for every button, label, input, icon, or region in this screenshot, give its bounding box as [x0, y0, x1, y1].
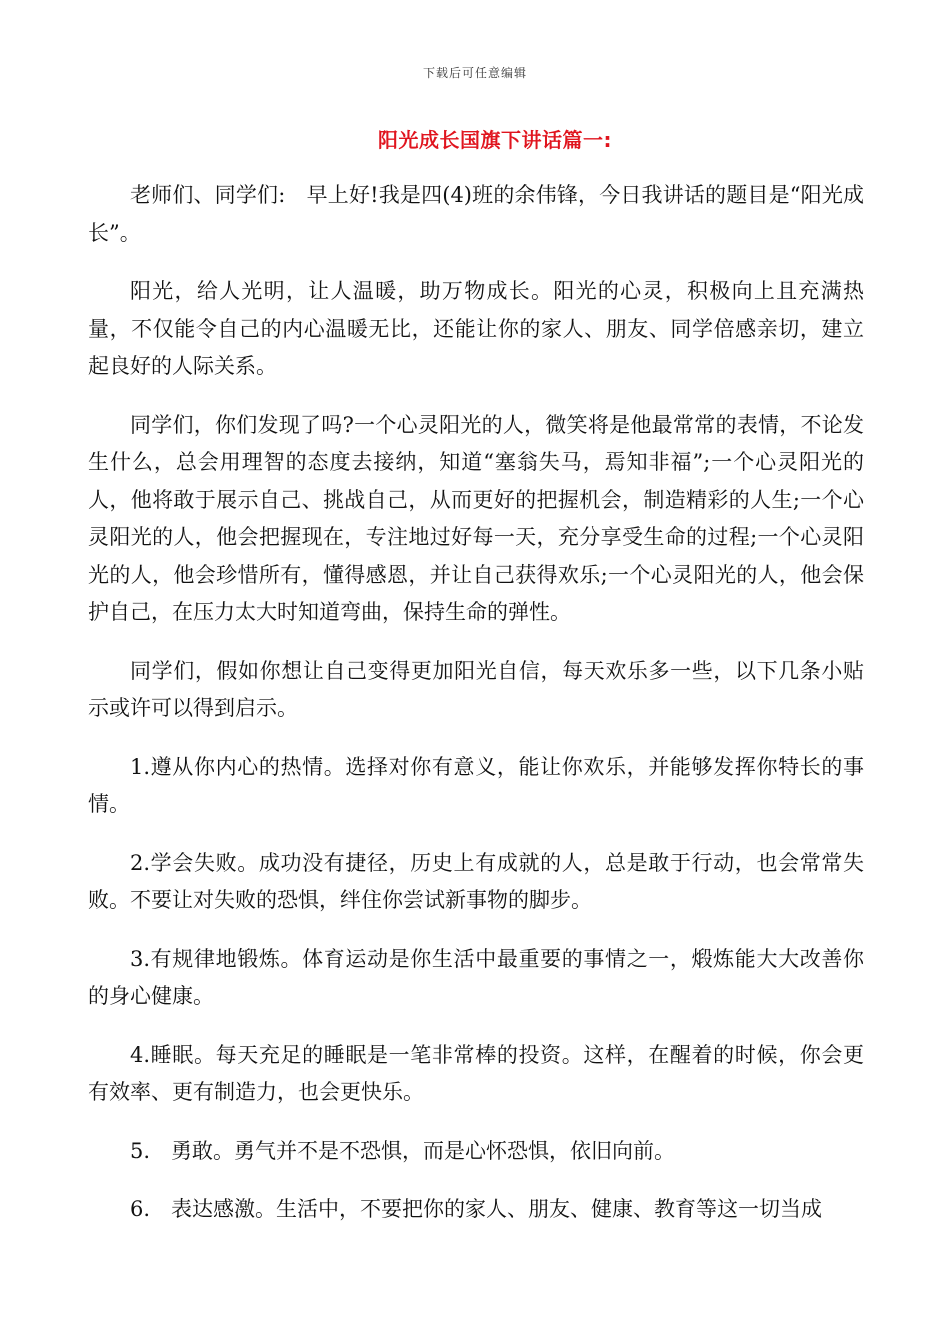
paragraph-sunshine: 阳光，给人光明，让人温暖，助万物成长。阳光的心灵，积极向上且充满热量，不仅能令自己的内心温暖无比，还能让你的家人、朋友、同学倍感亲切，建立起良好的人际关系。	[88, 279, 864, 378]
document-body	[88, 177, 864, 1250]
paragraph-tip-1: 1.遵从你内心的热情。选择对你有意义，能让你欢乐，并能够发挥你特长的事情。	[88, 754, 864, 816]
header-note: 下载后可任意编辑	[422, 66, 527, 80]
document-title: 阳光成长国旗下讲话篇一:	[378, 128, 612, 152]
paragraph-tip-4: 4.睡眠。每天充足的睡眠是一笔非常棒的投资。这样，在醒着的时候，你会更有效率、更有制造力，也会更快乐。	[88, 1042, 864, 1104]
paragraph-tips-intro: 同学们，假如你想让自己变得更加阳光自信，每天欢乐多一些，以下几条小贴示或许可以得到启示。	[88, 658, 864, 720]
paragraph-tip-5: 5. 勇敢。勇气并不是不恐惧，而是心怀恐惧，依旧向前。	[130, 1138, 676, 1163]
paragraph-tip-3: 3.有规律地锻炼。体育运动是你生活中最重要的事情之一，煅炼能大大改善你的身心健康。	[88, 946, 864, 1008]
paragraph-sunny-heart: 同学们，你们发现了吗?一个心灵阳光的人，微笑将是他最常常的表情，不论发生什么，总会用理智的态度去接纳，知道“塞翁失马，焉知非福”;一个心灵阳光的人，他将敢于展示自己、挑战自己，从而更好的把握机会，制造精彩的人生;一个心灵阳光的人，他会把握现在，专注地过好每一天，充分享受生命的过程;一个心灵阳光的人，他会珍惜所有，懂得感恩，并让自己获得欢乐;一个心灵阳光的人，他会保护自己，在压力太大时知道弯曲，保持生命的弹性。	[88, 412, 864, 624]
paragraph-greeting: 老师们、同学们: 早上好!我是四(4)班的余伟锋，今日我讲话的题目是“阳光成长”。	[88, 183, 864, 245]
paragraph-tip-6: 6. 表达感激。生活中，不要把你的家人、朋友、健康、教育等这一切当成	[130, 1197, 823, 1221]
paragraph-tip-2: 2.学会失败。成功没有捷径，历史上有成就的人，总是敢于行动，也会常常失败。不要让对失败的恐惧，绊住你尝试新事物的脚步。	[88, 850, 864, 912]
